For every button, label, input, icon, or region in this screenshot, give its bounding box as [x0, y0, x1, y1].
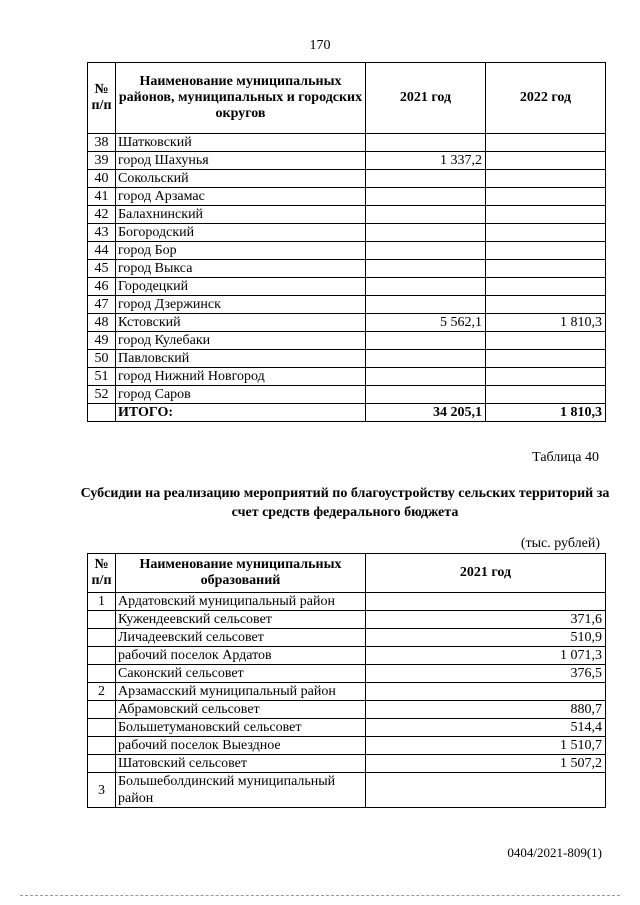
total-2021: 34 205,1	[366, 404, 486, 422]
row-2022	[486, 332, 606, 350]
row-name: Большетумановский сельсовет	[116, 719, 366, 737]
row-2022	[486, 152, 606, 170]
row-number: 43	[88, 224, 116, 242]
table-header-row	[88, 554, 606, 593]
table-row	[88, 134, 606, 152]
row-number: 50	[88, 350, 116, 368]
row-name: город Арзамас	[116, 188, 366, 206]
row-number: 46	[88, 278, 116, 296]
table-row	[88, 773, 606, 808]
row-number: 51	[88, 368, 116, 386]
total-2022: 1 810,3	[486, 404, 606, 422]
row-2021	[366, 773, 606, 808]
row-2022	[486, 260, 606, 278]
table-header-row	[88, 63, 606, 134]
table-row	[88, 683, 606, 701]
header-2021: 2021 год	[366, 63, 486, 134]
row-number: 45	[88, 260, 116, 278]
table-row	[88, 719, 606, 737]
row-name: город Шахунья	[116, 152, 366, 170]
subsidy-table	[87, 553, 606, 808]
row-number: 49	[88, 332, 116, 350]
row-2021	[366, 350, 486, 368]
row-2021	[366, 206, 486, 224]
header-name: Наименование муниципальных образований	[116, 554, 366, 593]
footer-divider	[20, 895, 620, 896]
header-number: № п/п	[88, 554, 116, 593]
row-2022	[486, 170, 606, 188]
row-name: Абрамовский сельсовет	[116, 701, 366, 719]
row-number: 39	[88, 152, 116, 170]
row-name: Личадеевский сельсовет	[116, 629, 366, 647]
row-2021	[366, 683, 606, 701]
row-2022	[486, 134, 606, 152]
row-name: Большеболдинский муниципальный район	[116, 773, 366, 808]
row-2021: 514,4	[366, 719, 606, 737]
row-number	[88, 665, 116, 683]
row-name: Балахнинский	[116, 206, 366, 224]
row-2021	[366, 332, 486, 350]
header-2022: 2022 год	[486, 63, 606, 134]
row-number	[88, 611, 116, 629]
row-2021	[366, 368, 486, 386]
row-number	[88, 737, 116, 755]
table-row	[88, 296, 606, 314]
table-row	[88, 152, 606, 170]
table-row	[88, 260, 606, 278]
row-2021	[366, 593, 606, 611]
table-row	[88, 224, 606, 242]
row-number: 40	[88, 170, 116, 188]
row-2021	[366, 188, 486, 206]
row-2021	[366, 260, 486, 278]
table-row	[88, 368, 606, 386]
row-2022	[486, 296, 606, 314]
page-number: 170	[309, 38, 331, 53]
row-2021: 5 562,1	[366, 314, 486, 332]
row-number: 47	[88, 296, 116, 314]
row-name: Арзамасский муниципальный район	[116, 683, 366, 701]
row-2021: 1 337,2	[366, 152, 486, 170]
table-row	[88, 242, 606, 260]
table-row	[88, 737, 606, 755]
total-number	[88, 404, 116, 422]
row-2021	[366, 242, 486, 260]
row-name: город Кулебаки	[116, 332, 366, 350]
row-2022	[486, 278, 606, 296]
row-2021: 1 071,3	[366, 647, 606, 665]
row-number: 41	[88, 188, 116, 206]
header-2021: 2021 год	[366, 554, 606, 593]
row-2021: 376,5	[366, 665, 606, 683]
row-name: город Саров	[116, 386, 366, 404]
row-name: рабочий поселок Ардатов	[116, 647, 366, 665]
row-number: 1	[88, 593, 116, 611]
header-number: № п/п	[88, 63, 116, 134]
table-body	[88, 593, 606, 808]
row-name: Кужендеевский сельсовет	[116, 611, 366, 629]
row-number: 2	[88, 683, 116, 701]
table-row	[88, 647, 606, 665]
table-row	[88, 206, 606, 224]
row-number: 38	[88, 134, 116, 152]
row-name: город Бор	[116, 242, 366, 260]
table-row	[88, 278, 606, 296]
row-name: Ардатовский муниципальный район	[116, 593, 366, 611]
row-name: Саконский сельсовет	[116, 665, 366, 683]
row-2021	[366, 386, 486, 404]
row-number: 3	[88, 773, 116, 808]
row-2021	[366, 278, 486, 296]
row-name: город Нижний Новгород	[116, 368, 366, 386]
row-2022	[486, 350, 606, 368]
table-row	[88, 755, 606, 773]
row-name: Сокольский	[116, 170, 366, 188]
row-number	[88, 629, 116, 647]
row-number: 48	[88, 314, 116, 332]
row-name: город Выкса	[116, 260, 366, 278]
table-row	[88, 386, 606, 404]
row-name: город Дзержинск	[116, 296, 366, 314]
table-row	[88, 611, 606, 629]
row-name: Кстовский	[116, 314, 366, 332]
row-2021: 510,9	[366, 629, 606, 647]
row-2021: 1 510,7	[366, 737, 606, 755]
total-label: ИТОГО:	[116, 404, 366, 422]
table-row	[88, 593, 606, 611]
total-row	[88, 404, 606, 422]
row-number	[88, 719, 116, 737]
row-2022	[486, 368, 606, 386]
row-number: 52	[88, 386, 116, 404]
row-2021	[366, 224, 486, 242]
header-name: Наименование муниципальных районов, муниципальных и городских округов	[116, 63, 366, 134]
table-row	[88, 665, 606, 683]
table-row	[88, 170, 606, 188]
row-name: Городецкий	[116, 278, 366, 296]
table-body	[88, 134, 606, 404]
row-number	[88, 755, 116, 773]
table-row	[88, 701, 606, 719]
table-row	[88, 314, 606, 332]
table-row	[88, 350, 606, 368]
row-2022: 1 810,3	[486, 314, 606, 332]
row-2022	[486, 224, 606, 242]
row-number	[88, 701, 116, 719]
row-2021	[366, 134, 486, 152]
row-2021	[366, 170, 486, 188]
row-2022	[486, 206, 606, 224]
table-label: Таблица 40	[532, 450, 599, 465]
row-name: Шатовский сельсовет	[116, 755, 366, 773]
row-2022	[486, 386, 606, 404]
document-code: 0404/2021-809(1)	[507, 845, 602, 860]
row-2021: 880,7	[366, 701, 606, 719]
row-number: 44	[88, 242, 116, 260]
row-name: рабочий поселок Выездное	[116, 737, 366, 755]
row-number	[88, 647, 116, 665]
row-2022	[486, 242, 606, 260]
section-title: Субсидии на реализацию мероприятий по благоустройству сельских территорий за счет средств федерального бюджета	[80, 486, 610, 520]
row-number: 42	[88, 206, 116, 224]
row-2022	[486, 188, 606, 206]
row-name: Шатковский	[116, 134, 366, 152]
table-row	[88, 188, 606, 206]
row-2021	[366, 296, 486, 314]
row-2021: 371,6	[366, 611, 606, 629]
row-2021: 1 507,2	[366, 755, 606, 773]
units-label: (тыс. рублей)	[520, 536, 600, 551]
district-funding-table	[87, 62, 606, 422]
table-row	[88, 629, 606, 647]
row-name: Богородский	[116, 224, 366, 242]
table-row	[88, 332, 606, 350]
row-name: Павловский	[116, 350, 366, 368]
